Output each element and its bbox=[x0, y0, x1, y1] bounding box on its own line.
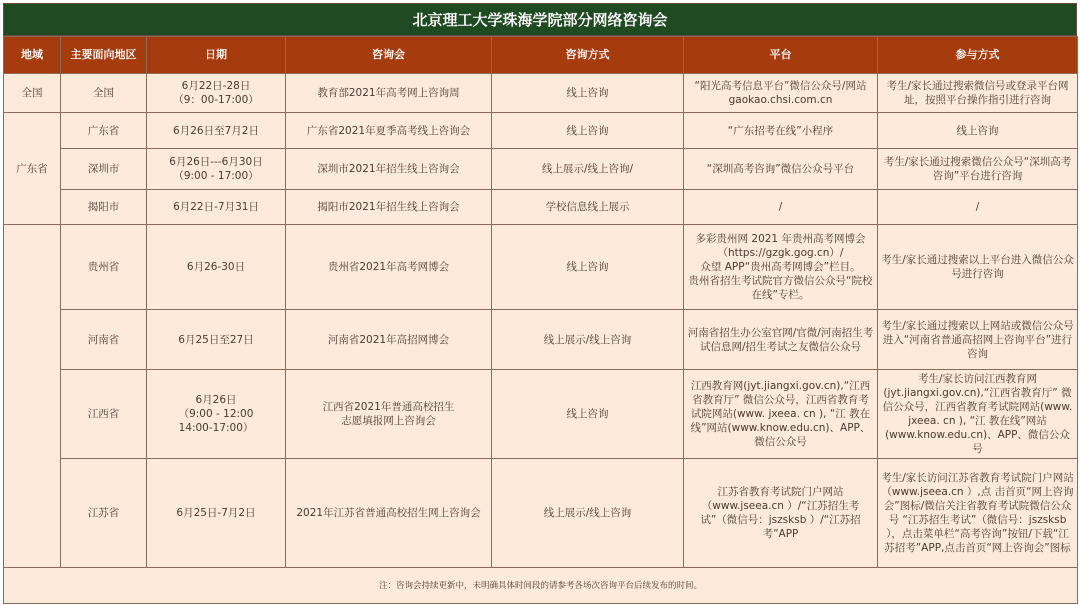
header-platform: 平台 bbox=[684, 37, 878, 74]
join-cell: 考生/家长通过搜索以上平台进入微信公众号进行咨询 bbox=[878, 225, 1078, 310]
event-cell: 教育部2021年高考网上咨询周 bbox=[286, 74, 492, 113]
area-cell: 江苏省 bbox=[61, 459, 147, 568]
event-cell: 广东省2021年夏季高考线上咨询会 bbox=[286, 113, 492, 149]
mode-cell: 线上展示/线上咨询 bbox=[492, 459, 684, 568]
region-cell: 广东省 bbox=[4, 113, 61, 225]
platform-cell: “深圳高考咨询”微信公众号平台 bbox=[684, 149, 878, 190]
table-row bbox=[4, 310, 1078, 370]
mode-cell: 线上咨询 bbox=[492, 74, 684, 113]
platform-cell: 多彩贵州网 2021 年贵州高考网博会 （https://gzgk.gog.cn）/ 众望 APP“贵州高考网博会”栏目。 贵州省招生考试院官方微信公众号“院校在线”专栏。 bbox=[684, 225, 878, 310]
mode-cell: 线上咨询 bbox=[492, 370, 684, 459]
event-cell: 贵州省2021年高考网博会 bbox=[286, 225, 492, 310]
table-row bbox=[4, 225, 1078, 310]
region-cell: 全国 bbox=[4, 74, 61, 113]
date-cell: 6月26-30日 bbox=[147, 225, 286, 310]
date-cell: 6月26日至7月2日 bbox=[147, 113, 286, 149]
platform-cell: 江苏省教育考试院门户网站（www.jseea.cn ）/“江苏招生考试”（微信号：jszsksb ）/“江苏招考”APP bbox=[684, 459, 878, 568]
event-cell: 河南省2021年高招网博会 bbox=[286, 310, 492, 370]
date-cell: 6月26日 （9:00 - 12:00 14:00-17:00） bbox=[147, 370, 286, 459]
date-cell: 6月25日至27日 bbox=[147, 310, 286, 370]
table-row bbox=[4, 190, 1078, 225]
platform-cell: / bbox=[684, 190, 878, 225]
header-mode: 咨询方式 bbox=[492, 37, 684, 74]
table-row bbox=[4, 149, 1078, 190]
header-date: 日期 bbox=[147, 37, 286, 74]
join-cell: 考生/家长通过搜索以上网站或微信公众号进入“河南省普通高招网上咨询平台”进行咨询 bbox=[878, 310, 1078, 370]
platform-cell: “广东招考在线”小程序 bbox=[684, 113, 878, 149]
page-title: 北京理工大学珠海学院部分网络咨询会 bbox=[3, 3, 1077, 36]
join-cell: 线上咨询 bbox=[878, 113, 1078, 149]
join-cell: 考生/家长访问江西教育网(jyt.jiangxi.gov.cn),“江西省教育厅” 微信公众号，江西省教育考试院网站(www. jxeea. cn ), “江 教在线”网站(www.know.edu.cn)、APP、微信公众号 bbox=[878, 370, 1078, 459]
area-cell: 贵州省 bbox=[61, 225, 147, 310]
table-row bbox=[4, 113, 1078, 149]
platform-cell: “阳光高考信息平台”微信公众号/网站 gaokao.chsi.com.cn bbox=[684, 74, 878, 113]
date-cell: 6月22日-28日 （9：00-17:00） bbox=[147, 74, 286, 113]
area-cell: 河南省 bbox=[61, 310, 147, 370]
area-cell: 江西省 bbox=[61, 370, 147, 459]
table-row bbox=[4, 370, 1078, 459]
event-cell: 2021年江苏省普通高校招生网上咨询会 bbox=[286, 459, 492, 568]
mode-cell: 线上咨询 bbox=[492, 113, 684, 149]
date-cell: 6月26日---6月30日 （9:00 - 17:00） bbox=[147, 149, 286, 190]
area-cell: 广东省 bbox=[61, 113, 147, 149]
header-join: 参与方式 bbox=[878, 37, 1078, 74]
join-cell: 考生/家长通过搜索微信号或登录平台网址，按照平台操作指引进行咨询 bbox=[878, 74, 1078, 113]
footnote: 注：咨询会持续更新中，未明确具体时间段的请参考各场次咨询平台后续发布的时间。 bbox=[4, 568, 1078, 604]
table-row bbox=[4, 459, 1078, 568]
event-cell: 揭阳市2021年招生线上咨询会 bbox=[286, 190, 492, 225]
join-cell: 考生/家长通过搜索微信公众号“深圳高考咨询”平台进行咨询 bbox=[878, 149, 1078, 190]
region-cell bbox=[4, 225, 61, 568]
mode-cell: 线上展示/线上咨询 bbox=[492, 310, 684, 370]
header-event: 咨询会 bbox=[286, 37, 492, 74]
platform-cell: 江西教育网(jyt.jiangxi.gov.cn),“江西省教育厅” 微信公众号，江西省教育考试院网站(www. jxeea. cn ), “江 教在线”网站(www.know.edu.cn)、APP、微信公众号 bbox=[684, 370, 878, 459]
area-cell: 揭阳市 bbox=[61, 190, 147, 225]
table-row bbox=[4, 74, 1078, 113]
header-area: 主要面向地区 bbox=[61, 37, 147, 74]
schedule-table bbox=[3, 36, 1078, 604]
header-region: 地域 bbox=[4, 37, 61, 74]
note-row bbox=[4, 568, 1078, 604]
event-cell: 江西省2021年普通高校招生 志愿填报网上咨询会 bbox=[286, 370, 492, 459]
date-cell: 6月22日-7月31日 bbox=[147, 190, 286, 225]
event-cell: 深圳市2021年招生线上咨询会 bbox=[286, 149, 492, 190]
mode-cell: 线上咨询 bbox=[492, 225, 684, 310]
mode-cell: 线上展示/线上咨询/ bbox=[492, 149, 684, 190]
area-cell: 全国 bbox=[61, 74, 147, 113]
platform-cell: 河南省招生办公室官网/官微/河南招生考试信息网/招生考试之友微信公众号 bbox=[684, 310, 878, 370]
join-cell: / bbox=[878, 190, 1078, 225]
date-cell: 6月25日-7月2日 bbox=[147, 459, 286, 568]
mode-cell: 学校信息线上展示 bbox=[492, 190, 684, 225]
consultation-schedule bbox=[3, 3, 1077, 604]
header-row bbox=[4, 37, 1078, 74]
area-cell: 深圳市 bbox=[61, 149, 147, 190]
join-cell: 考生/家长访问江苏省教育考试院门户网站（www.jseea.cn ）,点 击首页“网上咨询会”图标/微信关注省教育考试院微信公众号 “江苏招生考试”（微信号：jszsksb ），点击菜单栏“高考咨询”按钮/下载“江苏招考”APP,点击首页“网上咨询会”图标 bbox=[878, 459, 1078, 568]
